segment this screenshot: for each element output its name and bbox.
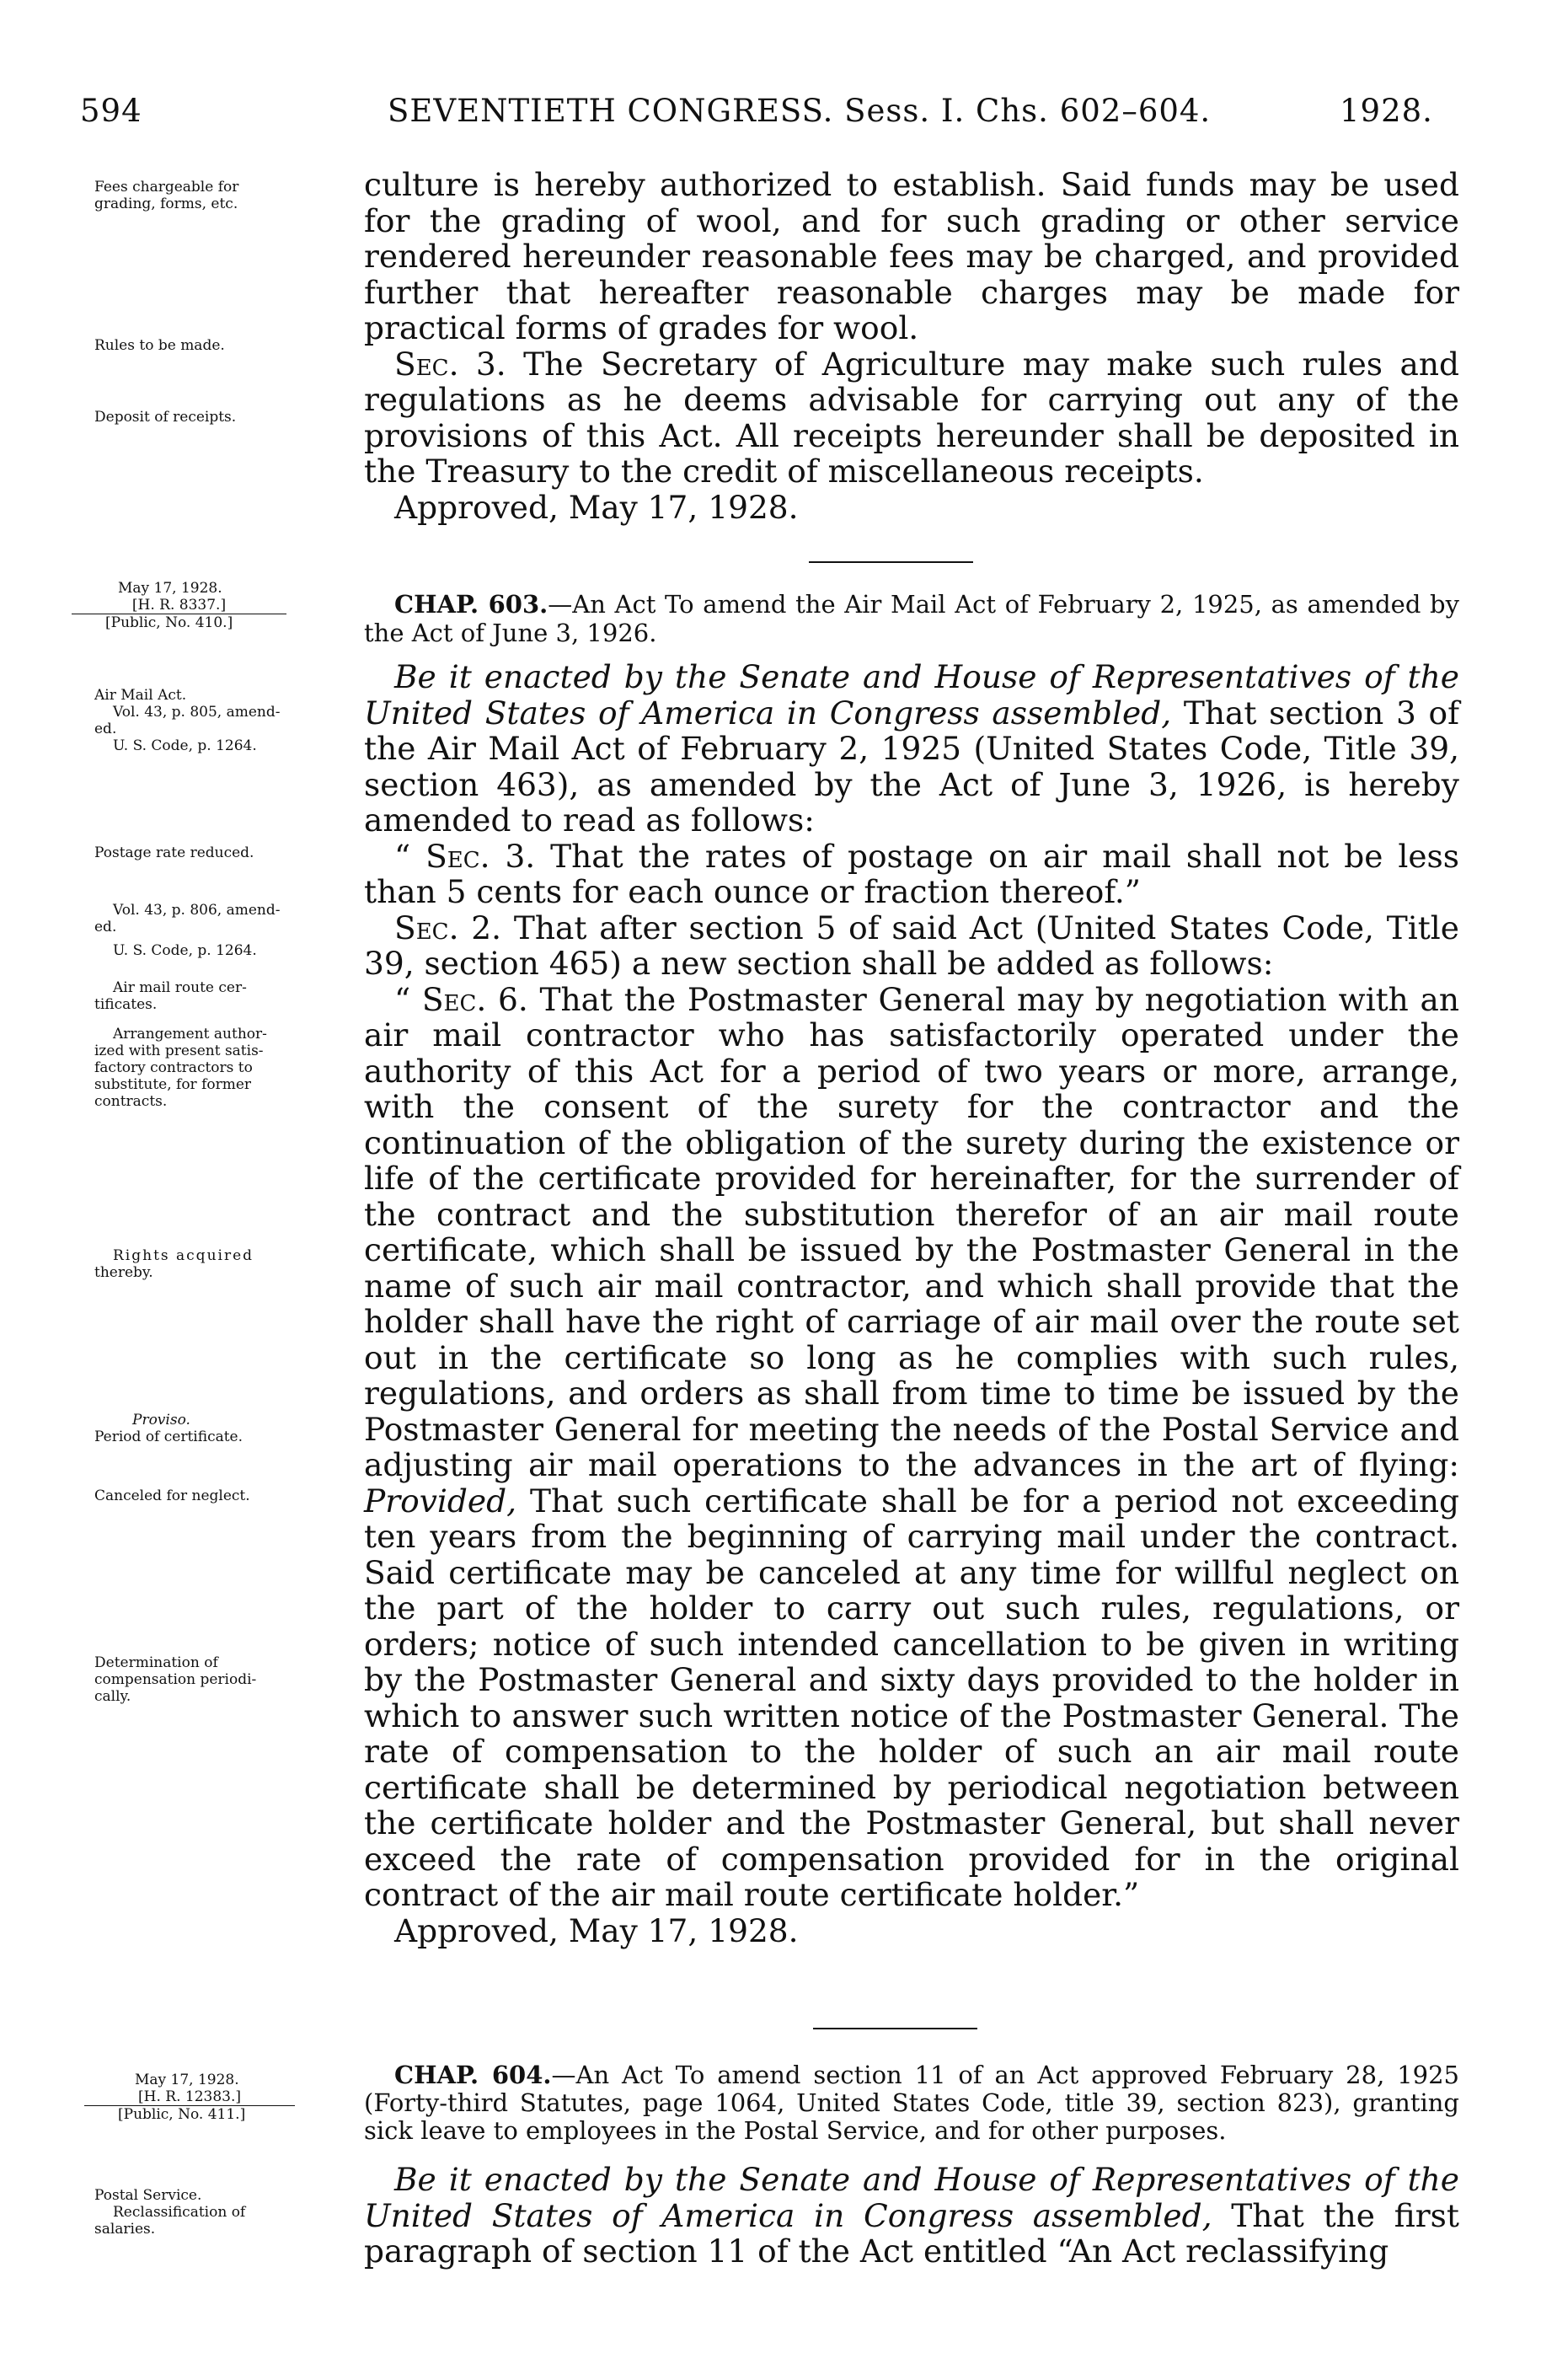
margin-note-canceled: Canceled for neglect. [94, 1488, 250, 1504]
paragraph-sec-2: Sec. 2. That after section 5 of said Act (United States Code, Title 39, section 465) a new section shall be added as follows: [364, 909, 1459, 982]
approval-line: Approved, May 17, 1928. [394, 488, 799, 526]
margin-note-vol806: Vol. 43, p. 806, amend- ed. U. S. Code, p. 1264. [94, 902, 281, 959]
margin-note-ch603-block: May 17, 1928. [H. R. 8337.] [Public, No. 410.] [118, 580, 383, 631]
chapter-603-text [364, 590, 1459, 1948]
margin-note-postage: Postage rate reduced. [94, 844, 254, 861]
margin-note-determination: Determination of compensation periodi- cally. [94, 1654, 257, 1705]
chapter-602-text [364, 167, 1459, 525]
page-number: 594 [80, 93, 142, 129]
enacting-clause: Be it enacted by the Senate and House of Representatives of the United States of America in Congress assembled, That section 3 of the Air Mail Act of February 2, 1925 (United States Code, Title 39, section 463), as amended by the Act of June 3, 1926, is hereby amended to read as follows: [364, 658, 1459, 839]
margin-note-ch604-block: May 17, 1928. [H. R. 12383.] [Public, No. 411.] [135, 2072, 400, 2123]
margin-note-rules: Rules to be made. [94, 337, 225, 354]
header-year: 1928. [1340, 93, 1433, 129]
approval-line: Approved, May 17, 1928. [394, 1911, 799, 1949]
margin-note-deposit: Deposit of receipts. [94, 409, 237, 426]
margin-note-postal-service: Postal Service. Reclassification of salaries. [94, 2187, 246, 2238]
margin-note-airmail-act: Air Mail Act. Vol. 43, p. 805, amend- ed. U. S. Code, p. 1264. [94, 687, 281, 754]
chapter-603-heading: CHAP. 603.—An Act To amend the Air Mail Act of February 2, 1925, as amended by the Act of June 3, 1926. [364, 590, 1459, 647]
header-title: SEVENTIETH CONGRESS. Sess. I. Chs. 602–604. [388, 93, 1212, 129]
quoted-sec-6: “ Sec. 6. That the Postmaster General may by negotiation with an air mail contractor who has satisfactorily operated under the authority of this Act for a period of two years or more, arrange, with the consent of the surety for the contractor and the continuation of the obligation of the surety during the existence or life of the certificate provided for hereinafter, for the surrender of the contract and the substitution therefor of an air mail route certificate, which shall be issued by the Postmaster General in the name of such air mail contractor, and which shall provide that the holder shall have the right of carriage of air mail over the route set out in the certificate so long as he complies with such rules, regulations, and orders as shall from time to time be issued by the Postmaster General for meeting the needs of the Postal Service and adjusting air mail operations to the advances in the art of flying: Provided, That such certificate shall be for a period not exceeding ten years from the beginning of carrying mail under the contract. Said certificate may be canceled at any time for willful neglect on the part of the holder to carry out such rules, regulations, or orders; notice of such intended cancellation to be given in writing by the Postmaster General and sixty days provided to the holder in which to answer such written notice of the Postmaster General. The rate of compensation to the holder of such an air mail route certificate shall be determined by periodical negotiation between the certificate holder and the Postmaster General, but shall never exceed the rate of compensation provided for in the original contract of the air mail route certificate holder.” [364, 980, 1459, 1913]
paragraph-sec-3: Sec. 3. The Secretary of Agriculture may make such rules and regulations as he deems advisable for carrying out any of the provisions of this Act. All receipts hereunder shall be deposited in the Treasury to the credit of miscellaneous receipts. [364, 345, 1459, 490]
enacting-clause: Be it enacted by the Senate and House of Representatives of the United States of America in Congress assembled, That the first paragraph of section 11 of the Act entitled “An Act reclassifying [364, 2161, 1459, 2270]
section-divider [813, 2028, 977, 2029]
margin-note-fees: Fees chargeable for grading, forms, etc. [94, 179, 239, 212]
margin-note-rights: Rights acquired thereby. [94, 1247, 254, 1281]
margin-note-certificates: Air mail route cer- tificates. [94, 979, 247, 1013]
running-header [0, 93, 1541, 143]
margin-note-arrangement: Arrangement author- ized with present satis- factory contractors to substitute, for former contracts. [94, 1026, 267, 1110]
chapter-604-text [364, 2061, 1459, 2270]
paragraph-continuation: culture is hereby authorized to establish. Said funds may be used for the grading of wool, and for such grading or other service rendered hereunder reasonable fees may be charged, and provided further that hereafter reasonable charges may be made for practical forms of grades for wool. [364, 166, 1459, 346]
margin-note-proviso: Proviso. Period of certificate. [94, 1412, 243, 1445]
chapter-604-heading: CHAP. 604.—An Act To amend section 11 of an Act approved February 28, 1925 (Forty-third Statutes, page 1064, United States Code, title 39, section 823), granting sick leave to employees in the Postal Service, and for other purposes. [364, 2061, 1460, 2145]
section-divider [809, 561, 973, 563]
quoted-sec-3: “ Sec. 3. That the rates of postage on air mail shall not be less than 5 cents for each ounce or fraction thereof.” [364, 837, 1460, 910]
